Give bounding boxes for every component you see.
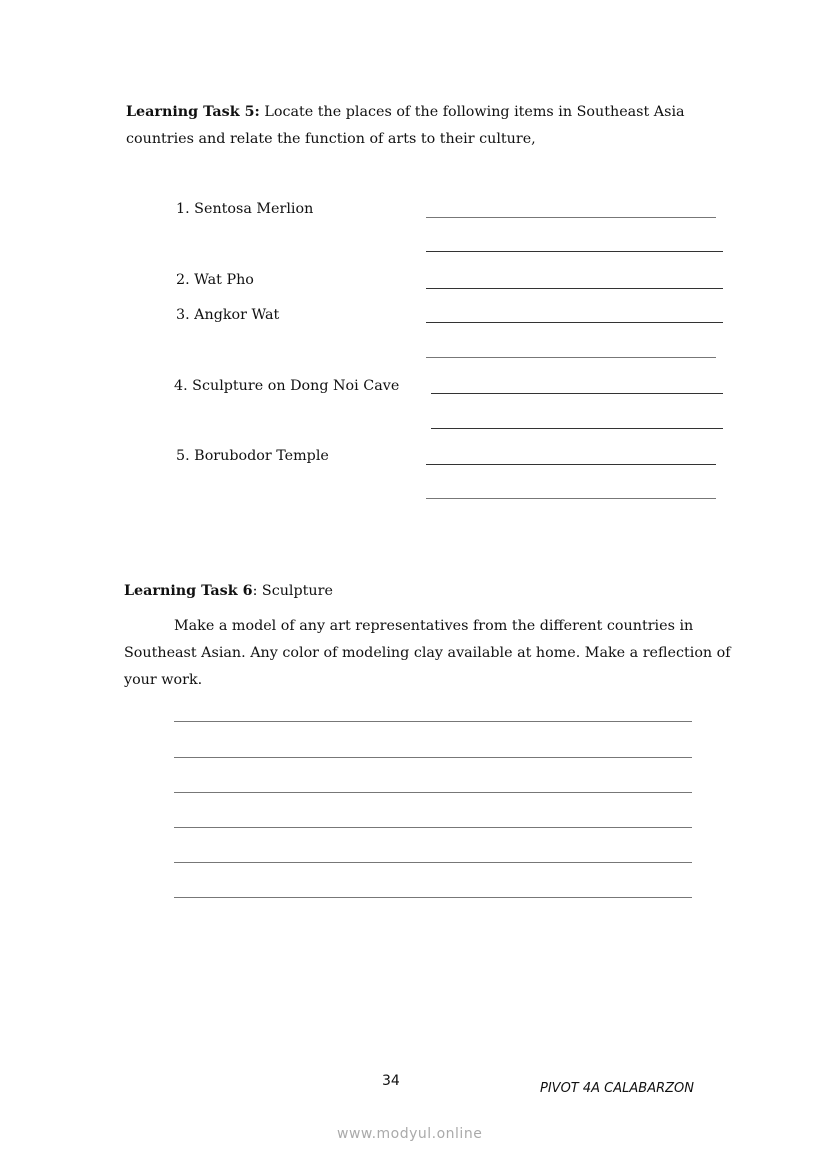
task5-item: 1. Sentosa Merlion [176, 201, 314, 217]
reflection-line[interactable] [174, 721, 692, 722]
answer-line[interactable] [431, 428, 723, 429]
answer-line[interactable] [426, 322, 723, 323]
answer-line[interactable] [426, 251, 723, 252]
answer-line[interactable] [426, 498, 716, 499]
task6-label: Learning Task 6 [124, 583, 253, 599]
reflection-line[interactable] [174, 897, 692, 898]
task5-item: 5. Borubodor Temple [176, 448, 329, 464]
reflection-line[interactable] [174, 792, 692, 793]
task6-instruction: Make a model of any art representatives from the different countries in Southeast Asian. Any color of modeling clay available at home. Make a reflection of your work. [124, 618, 731, 688]
task6-title-rest: : Sculpture [252, 583, 333, 599]
reflection-line[interactable] [174, 757, 692, 758]
publisher-footer: PIVOT 4A CALABARZON [540, 1081, 694, 1096]
task5-label: Learning Task 5: [126, 104, 260, 120]
reflection-line[interactable] [174, 827, 692, 828]
answer-line[interactable] [426, 288, 723, 289]
task5-item: 4. Sculpture on Dong Noi Cave [174, 378, 400, 394]
page-number: 34 [382, 1073, 400, 1089]
answer-line[interactable] [426, 217, 716, 218]
task5-item: 2. Wat Pho [176, 272, 254, 288]
task5-instruction [126, 104, 685, 120]
task6-title [124, 583, 333, 599]
answer-line[interactable] [426, 464, 716, 465]
answer-line[interactable] [431, 393, 723, 394]
task5-item: 3. Angkor Wat [176, 307, 280, 323]
task5-instruction-line2: countries and relate the function of arts to their culture, [126, 131, 536, 147]
watermark: www.modyul.online [337, 1126, 483, 1142]
reflection-line[interactable] [174, 862, 692, 863]
task5-instruction-line1: Locate the places of the following items in Southeast Asia [259, 104, 685, 120]
answer-line[interactable] [426, 357, 716, 358]
